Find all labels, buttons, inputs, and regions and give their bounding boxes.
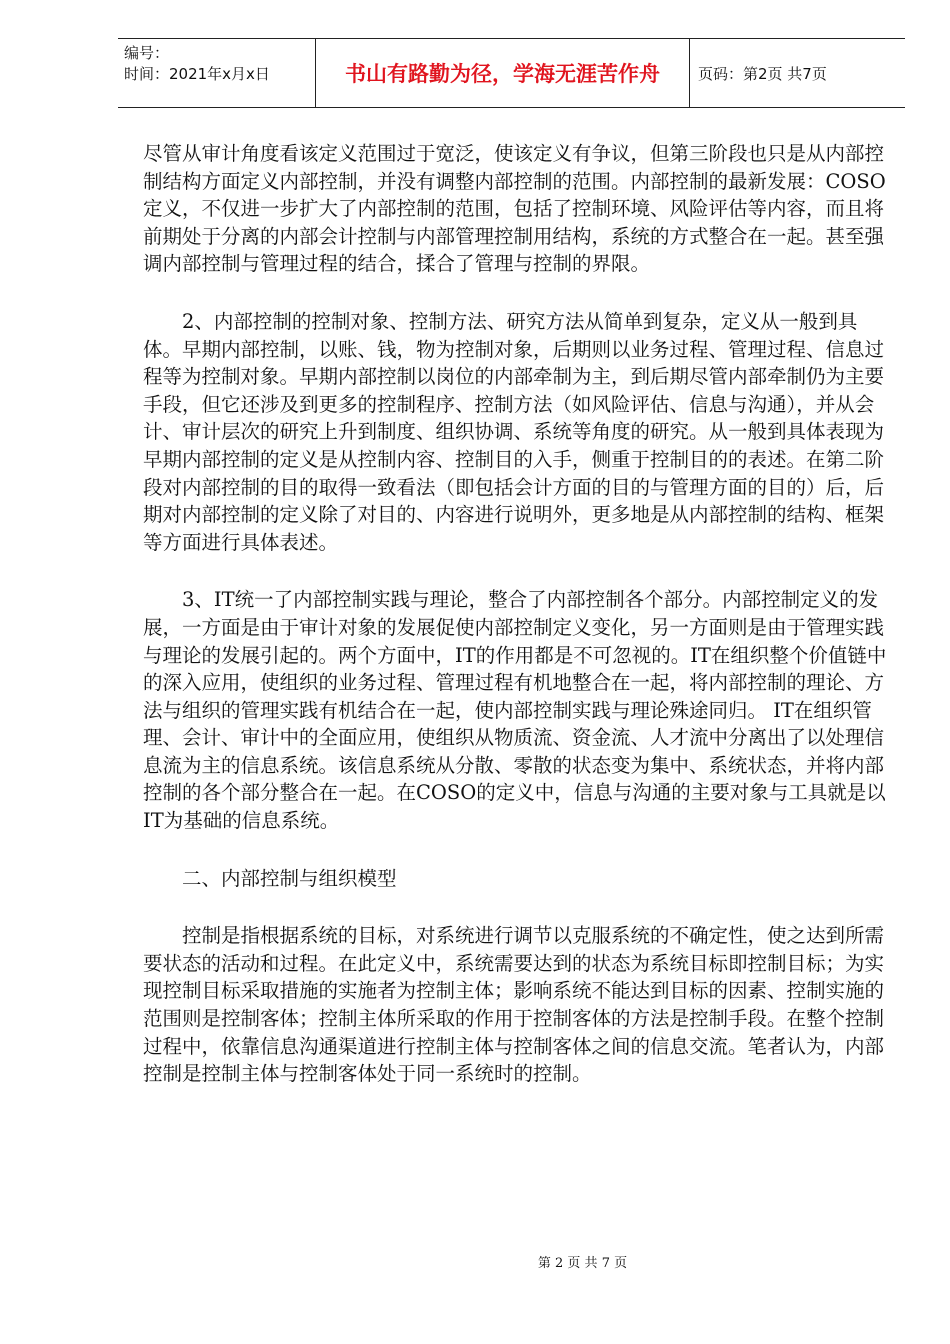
page-footer: 第 2 页 共 7 页 (537, 1256, 628, 1271)
document-body (143, 140, 888, 1118)
header-page-info: 页码：第2页 共7页 (698, 64, 827, 83)
paragraph-3: 3、IT统一了内部控制实践与理论，整合了内部控制各个部分。内部控制定义的发展，一方面是由于审计对象的发展促使内部控制定义变化，另一方面则是由于管理实践与理论的发展引起的。两个方面中，IT的作用都是不可忽视的。IT在组织整个价值链中的深入应用，使组织的业务过程、管理过程有机地整合在一起，将内部控制的理论、方法与组织的管理实践有机结合在一起，使内部控制实践与理论殊途同归。 IT在组织管理、会计、审计中的全面应用，使组织从物质流、资金流、人才流中分离出了以处理信息流为主的信息系统。该信息系统从分散、零散的状态变为集中、系统状态，并将内部控制的各个部分整合在一起。在COSO的定义中，信息与沟通的主要对象与工具就是以IT为基础的信息系统。 (143, 588, 887, 833)
header-number-label: 编号： (124, 44, 170, 62)
paragraph-1: 尽管从审计角度看该定义范围过于宽泛，使该定义有争议，但第三阶段也只是从内部控制结构方面定义内部控制，并没有调整内部控制的范围。内部控制的最新发展：COSO定义，不仅进一步扩大了内部控制的范围，包括了控制环境、风险评估等内容，而且将前期处于分离的内部会计控制与内部管理控制用结构，系统的方式整合在一起。甚至强调内部控制与管理过程的结合，揉合了管理与控制的界限。 (143, 142, 886, 276)
paragraph-2: 2、内部控制的控制对象、控制方法、研究方法从简单到复杂，定义从一般到具体。早期内部控制，以账、钱，物为控制对象，后期则以业务过程、管理过程、信息过程等为控制对象。早期内部控制以岗位的内部牵制为主，到后期尽管内部牵制仍为主要手段，但它还涉及到更多的控制程序、控制方法（如风险评估、信息与沟通），并从会计、审计层次的研究上升到制度、组织协调、系统等角度的研究。从一般到具体表现为早期内部控制的定义是从控制内容、控制目的入手，侧重于控制目的的表述。在第二阶段对内部控制的目的取得一致看法（即包括会计方面的目的与管理方面的目的）后，后期对内部控制的定义除了对目的、内容进行说明外，更多地是从内部控制的结构、框架等方面进行具体表述。 (143, 309, 885, 554)
header-motto: 书山有路勤为径，学海无涯苦作舟 (316, 39, 690, 107)
section-heading: 二、内部控制与组织模型 (182, 866, 397, 890)
page-header (118, 38, 905, 108)
paragraph-4: 控制是指根据系统的目标，对系统进行调节以克服系统的不确定性，使之达到所需要状态的活动和过程。在此定义中，系统需要达到的状态为系统目标即控制目标；为实现控制目标采取措施的实施者为控制主体；影响系统不能达到目标的因素、控制实施的范围则是控制客体；控制主体所采取的作用于控制客体的方法是控制手段。在整个控制过程中，依靠信息沟通渠道进行控制主体与控制客体之间的信息交流。笔者认为，内部控制是控制主体与控制客体处于同一系统时的控制。 (143, 924, 885, 1086)
header-time-label: 时间：2021年x月x日 (124, 65, 270, 83)
header-meta (118, 39, 316, 107)
